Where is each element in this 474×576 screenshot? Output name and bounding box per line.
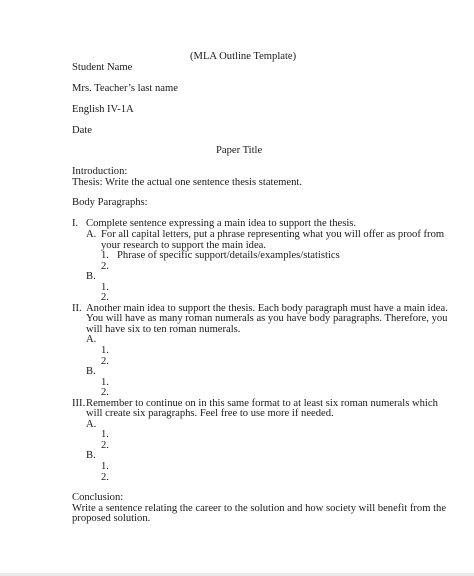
conclusion-text-line: proposed solution. <box>72 513 151 524</box>
roman-numeral: II. <box>72 303 82 314</box>
course-name: English IV-1A <box>72 104 134 115</box>
item-number: 1. <box>101 377 109 388</box>
item-number: 1. <box>101 282 109 293</box>
item-number: 1. <box>101 345 109 356</box>
item-number: 1. <box>101 461 109 472</box>
subsection-letter: A. <box>86 419 97 430</box>
section-text-line: You will have as many roman numerals as you have body paragraphs. Therefore, you <box>86 313 448 324</box>
body-heading: Body Paragraphs: <box>72 197 148 208</box>
introduction-heading: Introduction: <box>72 166 128 177</box>
subsection-text-line: your research to support the main idea. <box>101 240 267 251</box>
subsection-text-line: For all capital letters, put a phrase representing what you will offer as proof from <box>101 229 445 240</box>
item-text: Phrase of specific support/details/examples/statistics <box>117 250 340 261</box>
section-text-line: will have six to ten roman numerals. <box>86 324 241 335</box>
section-text-line: will create six paragraphs. Feel free to use more if needed. <box>86 408 334 419</box>
item-number: 2. <box>101 261 109 272</box>
item-number: 2. <box>101 356 109 367</box>
subsection-letter: B. <box>86 271 96 282</box>
roman-numeral: III. <box>72 398 86 409</box>
subsection-letter: B. <box>86 450 96 461</box>
paper-title: Paper Title <box>216 145 263 156</box>
date-line: Date <box>72 125 92 136</box>
item-number: 1. <box>101 250 109 261</box>
teacher-name: Mrs. Teacher’s last name <box>72 83 178 94</box>
conclusion-text-line: Write a sentence relating the career to the solution and how society will benefit from the <box>72 503 447 514</box>
subsection-letter: A. <box>86 334 97 345</box>
subsection-letter: B. <box>86 366 96 377</box>
section-text-line: Remember to continue on in this same format to at least six roman numerals which <box>86 398 438 409</box>
template-title: (MLA Outline Template) <box>190 51 297 62</box>
subsection-letter: A. <box>86 229 97 240</box>
item-number: 2. <box>101 472 109 483</box>
item-number: 2. <box>101 292 109 303</box>
section-text-line: Another main idea to support the thesis. Each body paragraph must have a main idea. <box>86 303 448 314</box>
conclusion-heading: Conclusion: <box>72 492 124 503</box>
item-number: 1. <box>101 429 109 440</box>
student-name: Student Name <box>72 62 133 73</box>
item-number: 2. <box>101 387 109 398</box>
item-number: 2. <box>101 440 109 451</box>
thesis-statement: Thesis: Write the actual one sentence thesis statement. <box>72 177 303 188</box>
roman-numeral: I. <box>72 218 79 229</box>
section-text-line: Complete sentence expressing a main idea to support the thesis. <box>86 218 357 229</box>
